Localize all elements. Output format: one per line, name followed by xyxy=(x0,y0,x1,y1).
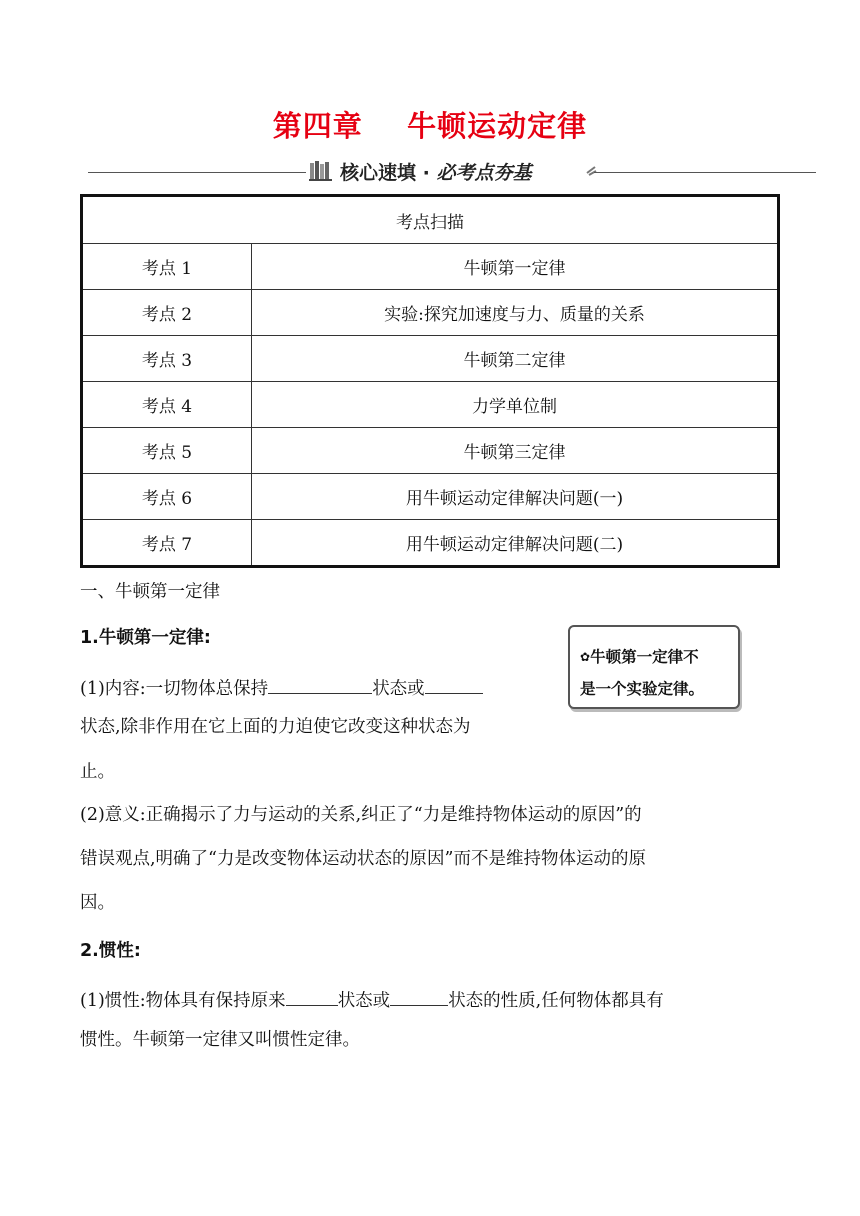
inertia-line-1 xyxy=(80,988,664,1011)
meaning-line-2: 错误观点,明确了“力是改变物体运动状态的原因”而不是维持物体运动的原 xyxy=(80,849,646,869)
table-row xyxy=(82,474,779,520)
point-label: 考点 6 xyxy=(82,474,252,520)
content-text-b: 状态或 xyxy=(372,679,425,699)
item2-heading: 2.惯性: xyxy=(80,941,141,961)
banner-rule-left xyxy=(88,172,306,173)
point-label: 考点 2 xyxy=(82,290,252,336)
table-row xyxy=(82,244,779,290)
section-heading: 一、牛顿第一定律 xyxy=(80,582,220,602)
exam-points-table xyxy=(80,194,780,568)
point-topic: 牛顿第二定律 xyxy=(252,336,779,382)
table-header-row xyxy=(82,196,779,244)
inertia-text-c: 状态的性质,任何物体都具有 xyxy=(448,991,664,1011)
meaning-line-1: (2)意义:正确揭示了力与运动的关系,纠正了“力是维持物体运动的原因”的 xyxy=(80,805,642,825)
fill-blank[interactable] xyxy=(390,988,448,1006)
content-text-a: (1)内容:一切物体总保持 xyxy=(80,679,269,699)
point-topic: 力学单位制 xyxy=(252,382,779,428)
point-label: 考点 7 xyxy=(82,520,252,567)
tip-text-1: 牛顿第一定律不 xyxy=(590,648,699,666)
point-label: 考点 5 xyxy=(82,428,252,474)
fill-blank[interactable] xyxy=(286,988,338,1006)
banner-text-a: 核心速填 · xyxy=(340,162,437,184)
table-row xyxy=(82,336,779,382)
point-label: 考点 3 xyxy=(82,336,252,382)
books-icon xyxy=(309,159,333,181)
content-line-3: 止。 xyxy=(80,762,115,782)
star-icon: ✿ xyxy=(580,650,591,664)
content-line-1 xyxy=(80,676,483,699)
section-banner xyxy=(88,156,816,188)
table-row xyxy=(82,520,779,567)
inertia-line-2: 惯性。牛顿第一定律又叫惯性定律。 xyxy=(80,1030,360,1050)
point-topic: 实验:探究加速度与力、质量的关系 xyxy=(252,290,779,336)
flourish-icon xyxy=(585,161,597,177)
tip-line-1 xyxy=(580,641,730,673)
banner-rule-right xyxy=(594,172,816,173)
fill-blank[interactable] xyxy=(425,676,483,694)
fill-blank[interactable] xyxy=(268,676,372,694)
point-topic: 用牛顿运动定律解决问题(一) xyxy=(252,474,779,520)
table-header: 考点扫描 xyxy=(82,196,779,244)
point-topic: 用牛顿运动定律解决问题(二) xyxy=(252,520,779,567)
tip-box xyxy=(568,625,740,709)
table-row xyxy=(82,428,779,474)
tip-line-2: 是一个实验定律。 xyxy=(580,680,705,698)
table-row xyxy=(82,290,779,336)
point-topic: 牛顿第一定律 xyxy=(252,244,779,290)
banner-text xyxy=(340,158,531,185)
table-row xyxy=(82,382,779,428)
meaning-line-3: 因。 xyxy=(80,893,115,913)
inertia-text-b: 状态或 xyxy=(337,991,391,1011)
point-label: 考点 4 xyxy=(82,382,252,428)
item1-heading: 1.牛顿第一定律: xyxy=(80,628,211,648)
point-topic: 牛顿第三定律 xyxy=(252,428,779,474)
content-line-2: 状态,除非作用在它上面的力迫使它改变这种状态为 xyxy=(80,717,471,737)
banner-text-b: 必考点夯基 xyxy=(436,162,532,184)
point-label: 考点 1 xyxy=(82,244,252,290)
chapter-title: 第四章 牛顿运动定律 xyxy=(272,109,588,143)
inertia-text-a: (1)惯性:物体具有保持原来 xyxy=(80,991,286,1011)
